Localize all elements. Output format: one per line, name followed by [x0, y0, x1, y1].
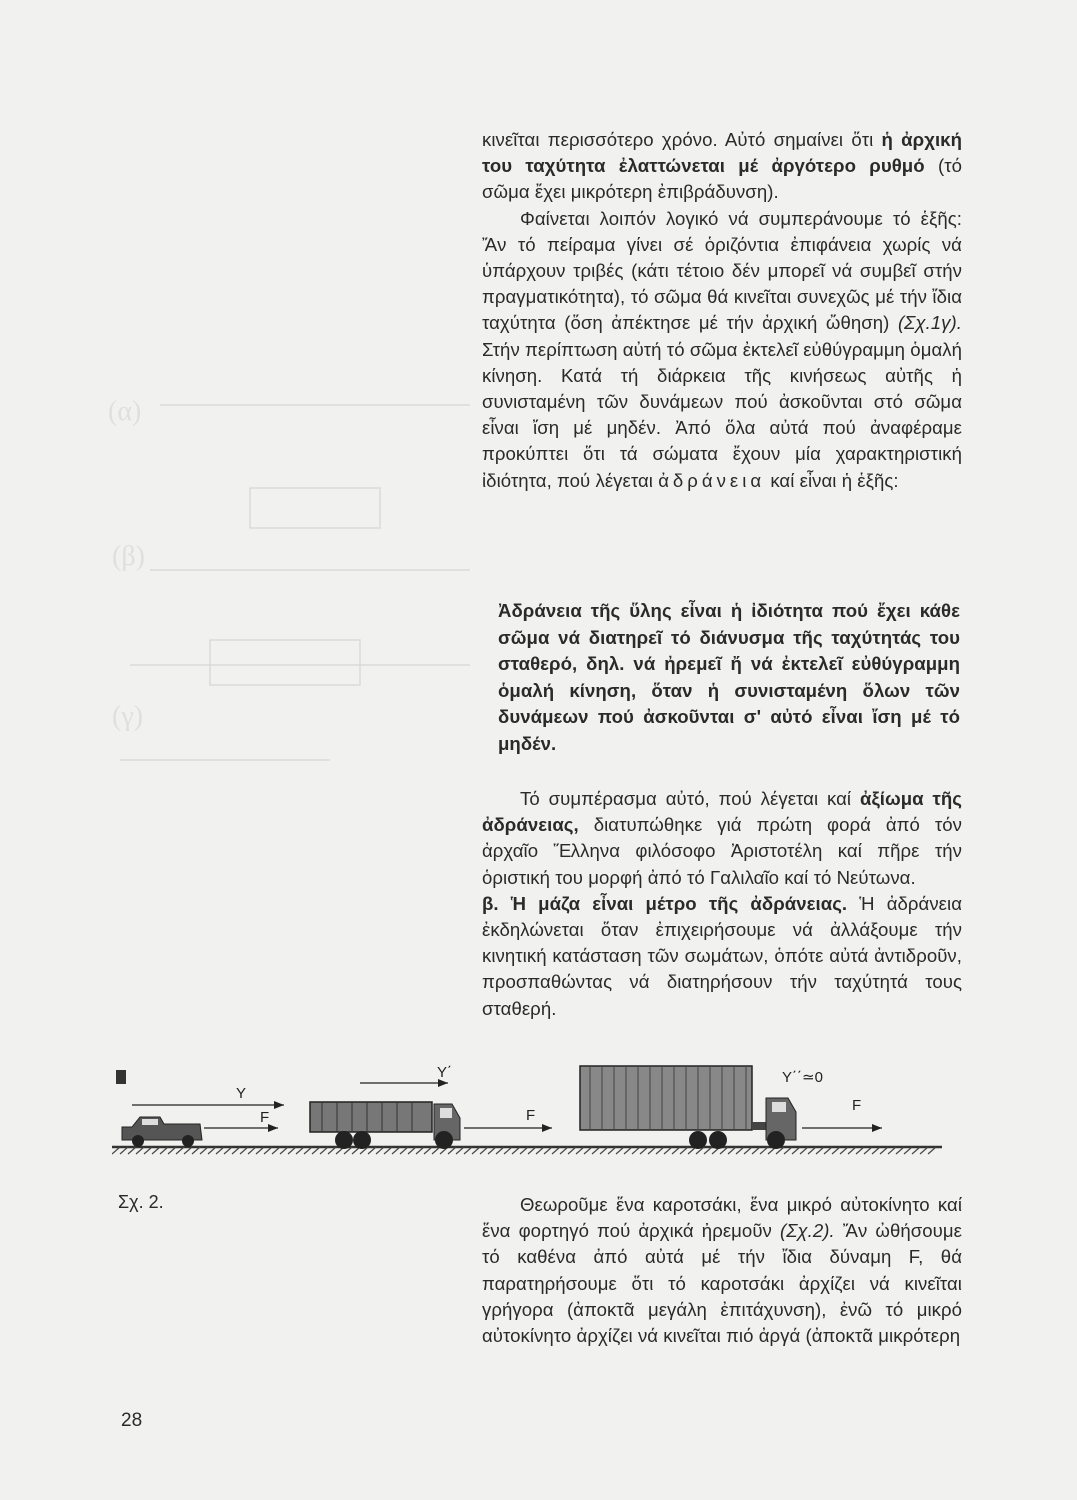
- figure-reference: (Σχ.1γ).: [897, 312, 962, 334]
- svg-text:(α): (α): [108, 396, 142, 427]
- page-number: 28: [121, 1410, 143, 1431]
- figure-reference: (Σχ.2).: [779, 1220, 835, 1242]
- paragraph-group-intro: [482, 127, 962, 494]
- text-span: καί εἶναι ἡ ἑξῆς:: [770, 469, 899, 491]
- text-span: κινεῖται περισσότερο χρόνο. Αὐτό σημαίνει ὅτι: [482, 129, 874, 150]
- text-span: διατυπώθηκε γιά πρώτη φορά ἀπό τόν ἀρχαῖο Ἕλληνα φιλόσοφο Ἀριστοτέλη καί πῆρε τήν ὁριστική του μορφή ἀπό τό Γαλιλαῖο καί τό Νεύτωνα.: [482, 814, 963, 888]
- text-span: Φαίνεται λοιπόν λογικό νά συμπεράνουμε τό ἑξῆς: Ἄν τό πείραμα γίνει σέ ὁριζόντια ἐπιφάνεια χωρίς νά ὑπάρχουν τριβές (κάτι τέτοιο δέν μπορεῖ νά συμβεῖ στήν πραγματικότητα), τό σῶμα θά κινεῖται συνεχῶς μέ τήν ἴδια ταχύτητα (ὅση ἀπέκτησε μέ τήν ἀρχική ὤθηση): [482, 207, 962, 334]
- bold-phrase: ἀξίωμα τῆς ἀδράνειας,: [482, 788, 962, 836]
- label-f2: F: [526, 1107, 536, 1124]
- large-truck: [580, 1066, 796, 1149]
- small-car: [116, 1070, 202, 1147]
- paragraph-example: [482, 1192, 962, 1349]
- arrow-v2: [360, 1079, 448, 1087]
- definition-box: [498, 598, 960, 757]
- definition-text: Ἀδράνεια τῆς ὕλης εἶναι ἡ ἰδιότητα πού ἔχει κάθε σῶμα νά διατηρεῖ τό διάνυσμα τῆς ταχύτητάς του σταθερό, δηλ. νά ἠρεμεῖ ἤ νά ἐκτελεῖ εὐθύγραμμη ὁμαλή κίνηση, ὅταν ἡ συνισταμένη ὅλων τῶν δυνάμεων πού ἀσκοῦνται σ' αὐτό εἶναι ἴση μέ τό μηδέν.: [498, 600, 960, 754]
- paragraph-group-axiom: [482, 786, 962, 1022]
- label-v3: Υ΄΄≃0: [782, 1069, 823, 1086]
- figure-vehicles: [112, 1062, 942, 1167]
- label-v1: Υ: [236, 1085, 247, 1102]
- label-v2: Υ΄: [437, 1064, 452, 1081]
- arrow-f3: [802, 1124, 882, 1132]
- arrow-f2: [464, 1124, 552, 1132]
- spaced-term: ἀδράνεια: [658, 469, 766, 491]
- ground-hatching: [112, 1147, 942, 1154]
- medium-truck: [310, 1102, 460, 1149]
- svg-text:(β): (β): [112, 541, 145, 572]
- paragraph-2: [482, 206, 962, 494]
- paragraph-mass: [482, 891, 962, 1022]
- text-span: Θεωροῦμε ἕνα καροτσάκι, ἕνα μικρό αὐτοκίνητο καί ἕνα φορτηγό πού ἀρχικά ἠρεμοῦν: [482, 1194, 962, 1242]
- figure-caption: Σχ. 2.: [118, 1192, 164, 1212]
- svg-text:(γ): (γ): [112, 701, 144, 732]
- label-f1: F: [260, 1109, 270, 1126]
- text-span: (τό σῶμα ἔχει μικρότερη ἐπιβράδυνση).: [482, 155, 962, 203]
- paragraph-axiom: [482, 786, 962, 891]
- text-span: Στήν περίπτωση αὐτή τό σῶμα ἐκτελεῖ εὐθύγραμμη ὁμαλή κίνηση. Κατά τή διάρκεια τῆς κινήσεως αὐτῆς ἡ συνισταμένη τῶν δυνάμεων πού ἀσκοῦνται στό σῶμα εἶναι ἴση μέ μηδέν. Ἀπό ὅλα αὐτά πού ἀναφέραμε προκύπτει ὅτι τά σώματα ἔχουν μία χαρακτηριστική ἰδιότητα, πού λέγεται: [482, 338, 962, 491]
- label-f3: F: [852, 1097, 862, 1114]
- paragraph-1: [482, 127, 962, 206]
- arrow-v1: [132, 1101, 284, 1109]
- section-heading: β. Ἡ μάζα εἶναι μέτρο τῆς ἀδράνειας.: [482, 892, 848, 914]
- bold-phrase: ἡ ἀρχική του ταχύτητα ἐλαττώνεται μέ ἀργότερο ρυθμό: [482, 129, 962, 177]
- paragraph-group-example: [482, 1192, 962, 1349]
- text-span: Ἄν ὠθήσουμε τό καθένα ἀπό αὐτά μέ τήν ἴδια δύναμη F, θά παρατηρήσουμε ὅτι τό καροτσάκι ἀρχίζει νά κινεῖται γρήγορα (ἀποκτᾶ μεγάλη ἐπιτάχυνση), ἐνῶ τό μικρό αὐτοκίνητο ἀρχίζει νά κινεῖται πιό ἀργά (ἀποκτᾶ μικρότερη: [482, 1220, 962, 1347]
- text-span: Ἡ ἀδράνεια ἐκδηλώνεται ὅταν ἐπιχειρήσουμε νά ἀλλάξουμε τήν κινητική κατάσταση τῶν σωμάτων, ὁπότε αὐτά ἀντιδροῦν, προσπαθώντας νά διατηρήσουν τήν ταχύτητά τους σταθερή.: [482, 892, 962, 1019]
- text-span: Τό συμπέρασμα αὐτό, πού λέγεται καί: [520, 788, 852, 809]
